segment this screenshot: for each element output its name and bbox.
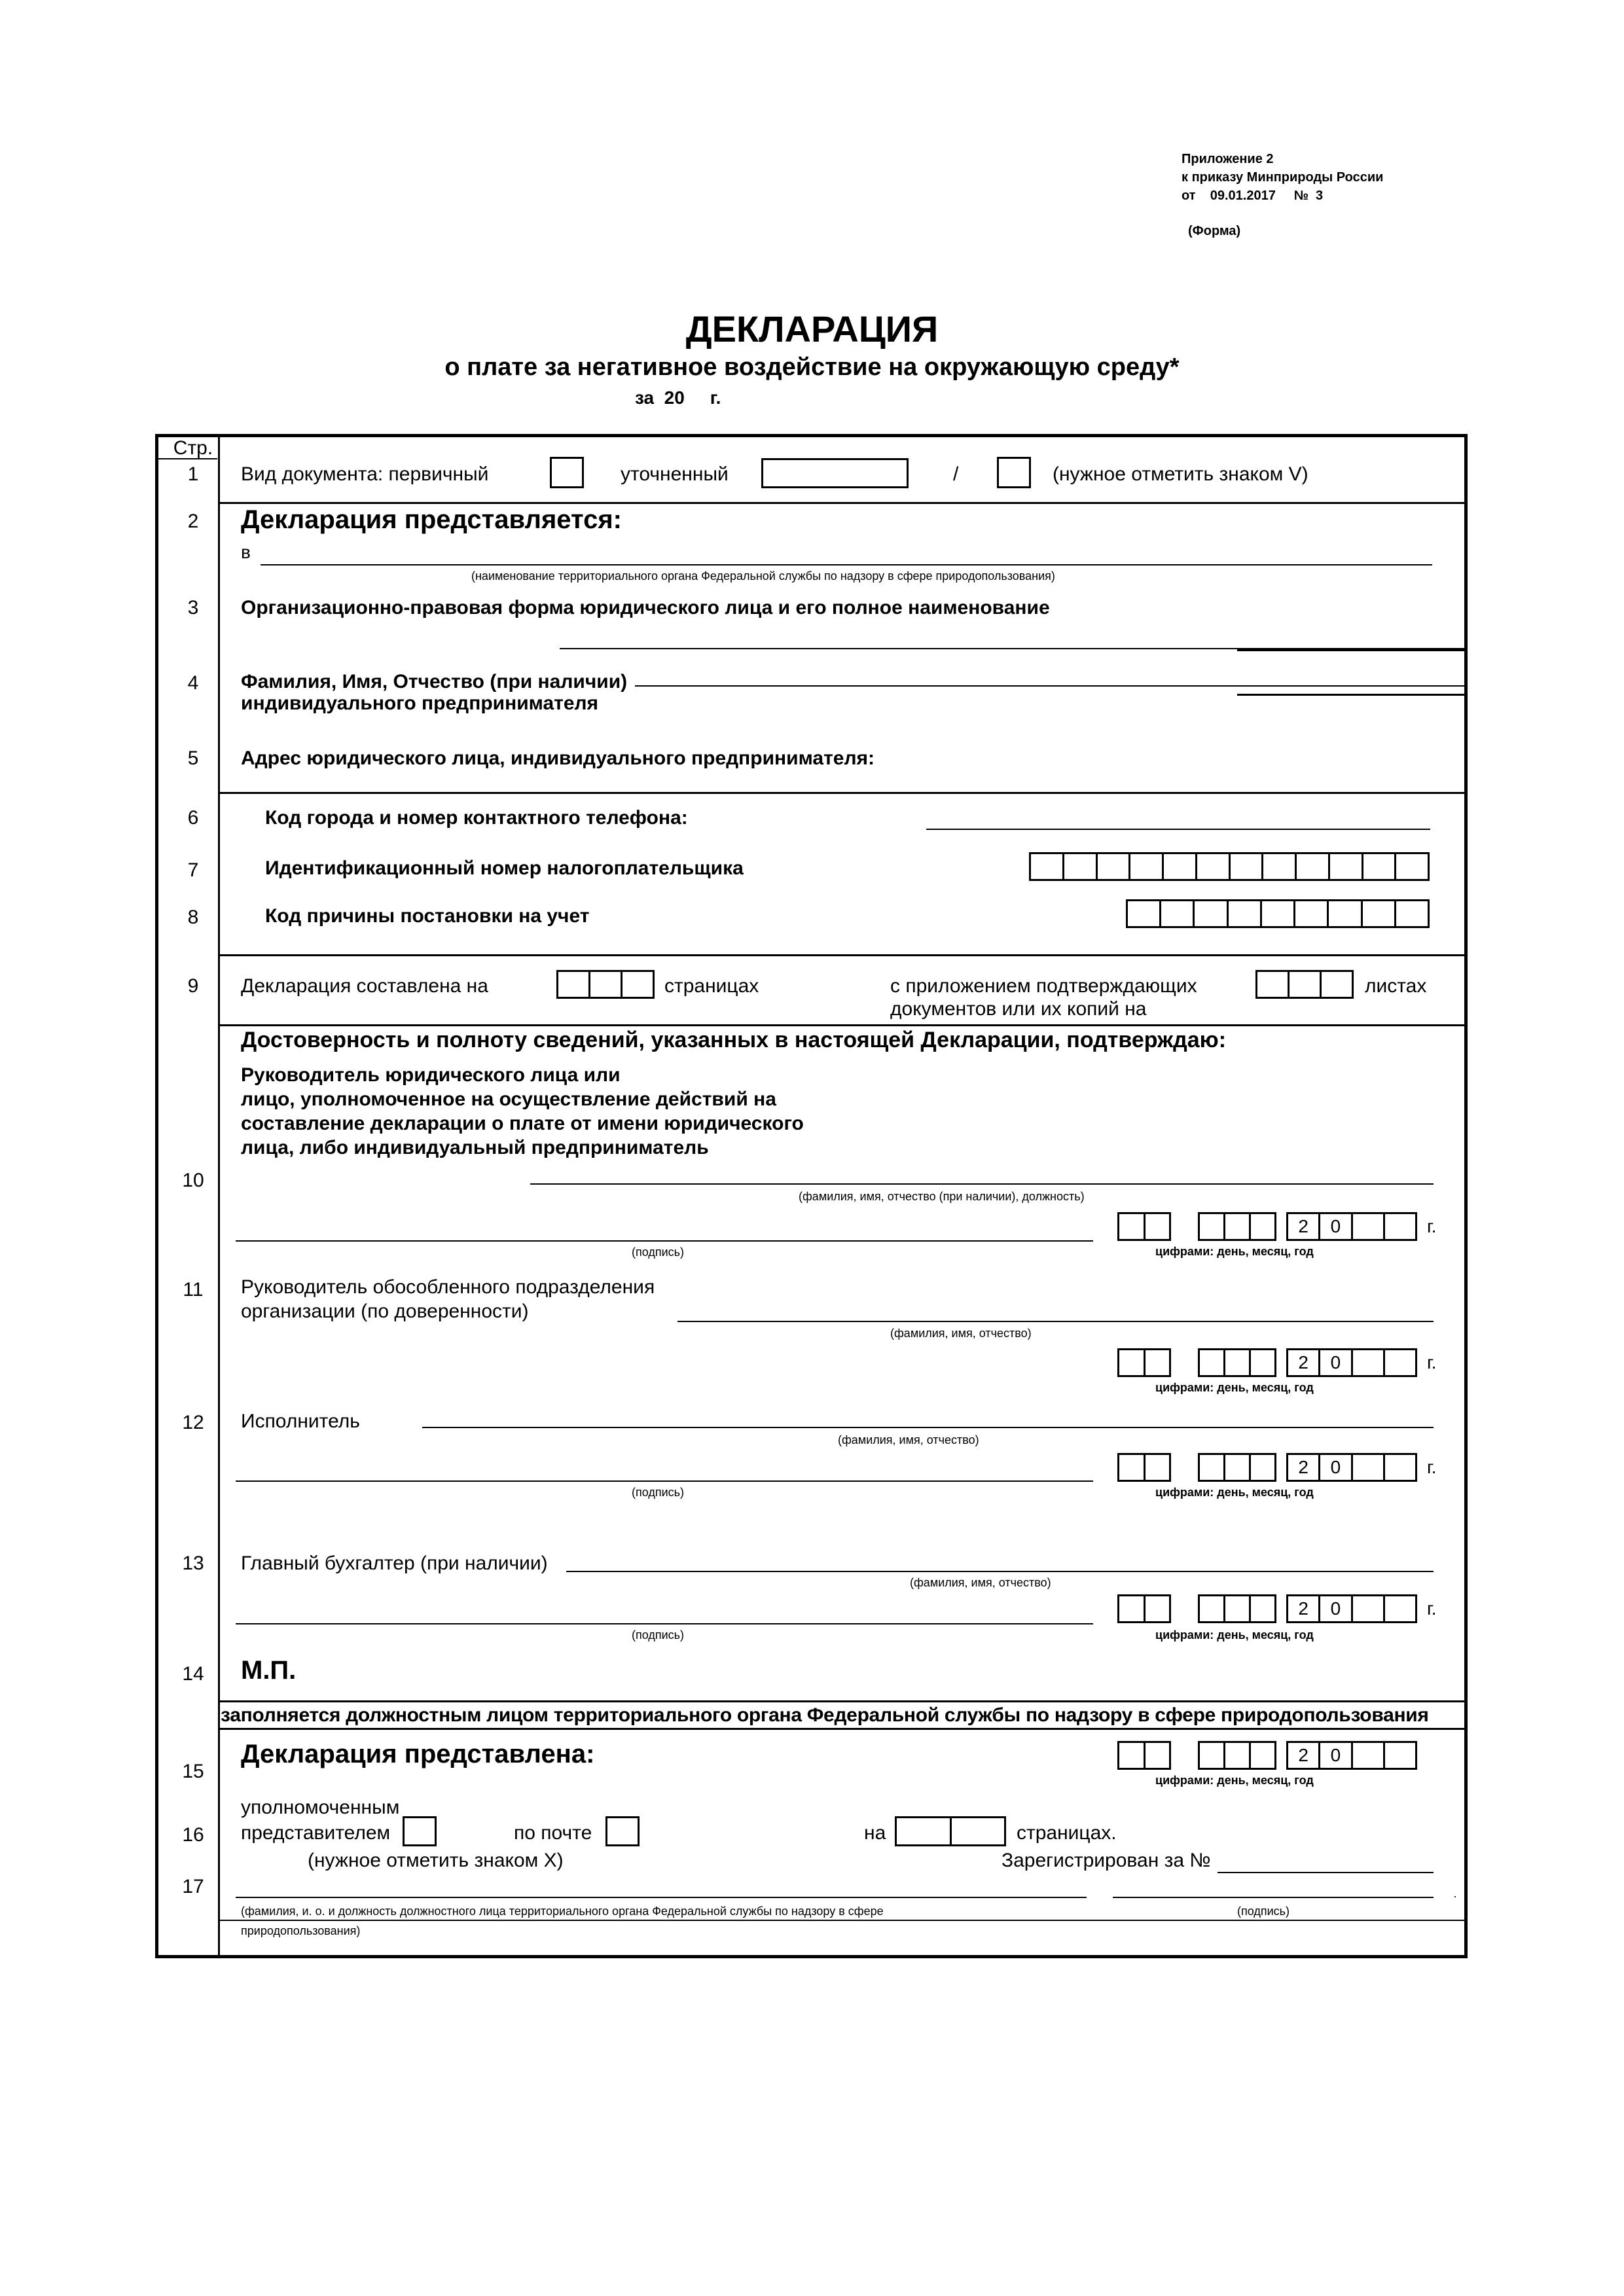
executor-signature-field[interactable]: [236, 1480, 1093, 1482]
legal-form-field[interactable]: [560, 648, 1468, 649]
phone-field[interactable]: [926, 829, 1430, 830]
title-year: за 20 г.: [635, 387, 721, 408]
representative-label-1: уполномоченным: [241, 1797, 400, 1818]
executor-fio-field[interactable]: [422, 1427, 1434, 1428]
authority-name-caption: (наименование территориального органа Федеральной службы по надзору в сфере природопользования): [471, 569, 1055, 583]
chief-accountant-fio-caption: (фамилия, имя, отчество): [910, 1576, 1051, 1589]
row-number: 1: [187, 463, 199, 485]
row-number: 8: [187, 906, 199, 928]
form-label: (Форма): [1188, 224, 1241, 238]
head-signature-field[interactable]: [236, 1240, 1093, 1242]
official-signature-field[interactable]: [1113, 1897, 1434, 1898]
row-number: 2: [187, 511, 199, 532]
attachments-label: с приложением подтверждающих: [890, 975, 1197, 997]
chief-accountant-signature-field[interactable]: [236, 1623, 1093, 1624]
head-label-4: лица, либо индивидуальный предприниматель: [241, 1137, 709, 1158]
registration-number-field[interactable]: [1218, 1872, 1434, 1873]
chief-accountant-label: Главный бухгалтер (при наличии): [241, 1552, 548, 1574]
entrepreneur-name-label: Фамилия, Имя, Отчество (при наличии): [241, 671, 628, 692]
row-number: 7: [187, 859, 199, 881]
head-signature-caption: (подпись): [632, 1246, 685, 1259]
document-type-label: Вид документа: первичный: [241, 463, 489, 485]
chief-accountant-fio-field[interactable]: [566, 1571, 1434, 1572]
by-mail-label: по почте: [514, 1822, 592, 1844]
kpp-label: Код причины постановки на учет: [265, 905, 590, 927]
primary-checkbox[interactable]: [550, 457, 584, 488]
confirmation-heading: Достоверность и полноту сведений, указанных в настоящей Декларации, подтверждаю:: [241, 1028, 1227, 1052]
row-number: 3: [187, 597, 199, 619]
submitted-to-prefix: в: [241, 542, 251, 562]
refined-checkbox[interactable]: [997, 457, 1031, 488]
kpp-cells[interactable]: [1126, 899, 1430, 928]
address-label: Адрес юридического лица, индивидуального предпринимателя:: [241, 747, 875, 769]
branch-head-label-2: организации (по доверенности): [241, 1300, 529, 1322]
submitted-pages-cells[interactable]: [895, 1816, 1006, 1846]
appendix-line-2: к приказу Минприроды России: [1182, 170, 1384, 185]
registered-label: Зарегистрирован за №: [1001, 1850, 1211, 1871]
representative-checkbox[interactable]: [403, 1816, 437, 1846]
row-number: 6: [187, 807, 199, 829]
phone-label: Код города и номер контактного телефона:: [265, 807, 688, 829]
row-number: 11: [183, 1279, 204, 1300]
head-fio-caption: (фамилия, имя, отчество (при наличии), должность): [799, 1190, 1085, 1203]
refined-number-field[interactable]: [761, 458, 909, 488]
row-number: 16: [182, 1824, 204, 1846]
official-section-header: заполняется должностным лицом территориального органа Федеральной службы по надзору в сфере природопользования: [221, 1704, 1429, 1726]
pages-count-label: Декларация составлена на: [241, 975, 488, 997]
dot-mark: ·: [1453, 1890, 1457, 1903]
row-number: 5: [187, 747, 199, 769]
submitted-heading: Декларация представлена:: [241, 1740, 595, 1768]
stamp-place-label: М.П.: [241, 1656, 297, 1685]
head-label-2: лицо, уполномоченное на осуществление действий на: [241, 1088, 776, 1110]
by-mail-checkbox[interactable]: [605, 1816, 640, 1846]
row-number: 12: [182, 1412, 204, 1433]
sheets-word: листах: [1365, 975, 1427, 997]
inn-cells[interactable]: [1029, 852, 1430, 881]
entrepreneur-name-label-2: индивидуального предпринимателя: [241, 692, 599, 714]
row-number: 4: [187, 672, 199, 694]
inn-label: Идентификационный номер налогоплательщика: [265, 857, 744, 879]
row-number: 15: [182, 1761, 204, 1782]
legal-form-label: Организационно-правовая форма юридического лица и его полное наименование: [241, 597, 1050, 619]
refined-label: уточненный: [621, 463, 729, 485]
branch-head-label-1: Руководитель обособленного подразделения: [241, 1276, 655, 1298]
page-subtitle: о плате за негативное воздействие на окружающую среду*: [444, 353, 1180, 381]
row-number: 14: [182, 1663, 204, 1685]
executor-signature-caption: (подпись): [632, 1486, 685, 1499]
appendix-line-3: от 09.01.2017 № 3: [1182, 188, 1324, 203]
row-number: 10: [182, 1170, 204, 1191]
mark-note: (нужное отметить знаком V): [1053, 463, 1308, 485]
executor-fio-caption: (фамилия, имя, отчество): [838, 1433, 979, 1446]
row-number: 13: [182, 1552, 204, 1574]
slash: /: [953, 463, 959, 485]
page-title: ДЕКЛАРАЦИЯ: [685, 308, 939, 350]
attachments-label-2: документов или их копий на: [890, 998, 1147, 1020]
pages-word: страницах: [664, 975, 759, 997]
chief-accountant-signature-caption: (подпись): [632, 1628, 685, 1641]
executor-label: Исполнитель: [241, 1410, 360, 1432]
pages-count-cells[interactable]: [556, 970, 655, 999]
submitted-pages-word: страницах.: [1017, 1822, 1117, 1844]
mark-x-note: (нужное отметить знаком Х): [308, 1850, 564, 1871]
official-signature-caption: (подпись): [1237, 1905, 1290, 1918]
appendix-line-1: Приложение 2: [1182, 152, 1274, 166]
official-fio-caption-2: природопользования): [241, 1924, 361, 1937]
entrepreneur-name-field[interactable]: [635, 685, 1468, 687]
head-fio-field[interactable]: [530, 1183, 1434, 1185]
official-fio-caption: (фамилия, и. о. и должность должностного лица территориального органа Федеральной службы по надзору в сфере: [241, 1905, 884, 1918]
row-number: 17: [182, 1876, 204, 1897]
branch-head-fio-caption: (фамилия, имя, отчество): [890, 1327, 1032, 1340]
head-label-1: Руководитель юридического лица или: [241, 1064, 621, 1086]
submitted-to-heading: Декларация представляется:: [241, 505, 622, 534]
on-label: на: [864, 1822, 886, 1844]
branch-head-fio-field[interactable]: [677, 1321, 1434, 1322]
head-label-3: составление декларации о плате от имени юридического: [241, 1113, 804, 1134]
sheets-count-cells[interactable]: [1255, 970, 1354, 999]
representative-label-2: представителем: [241, 1822, 391, 1844]
official-fio-field[interactable]: [236, 1897, 1087, 1898]
column-header: Стр.: [173, 437, 213, 459]
row-number: 9: [187, 975, 199, 997]
authority-name-field[interactable]: [261, 564, 1432, 565]
